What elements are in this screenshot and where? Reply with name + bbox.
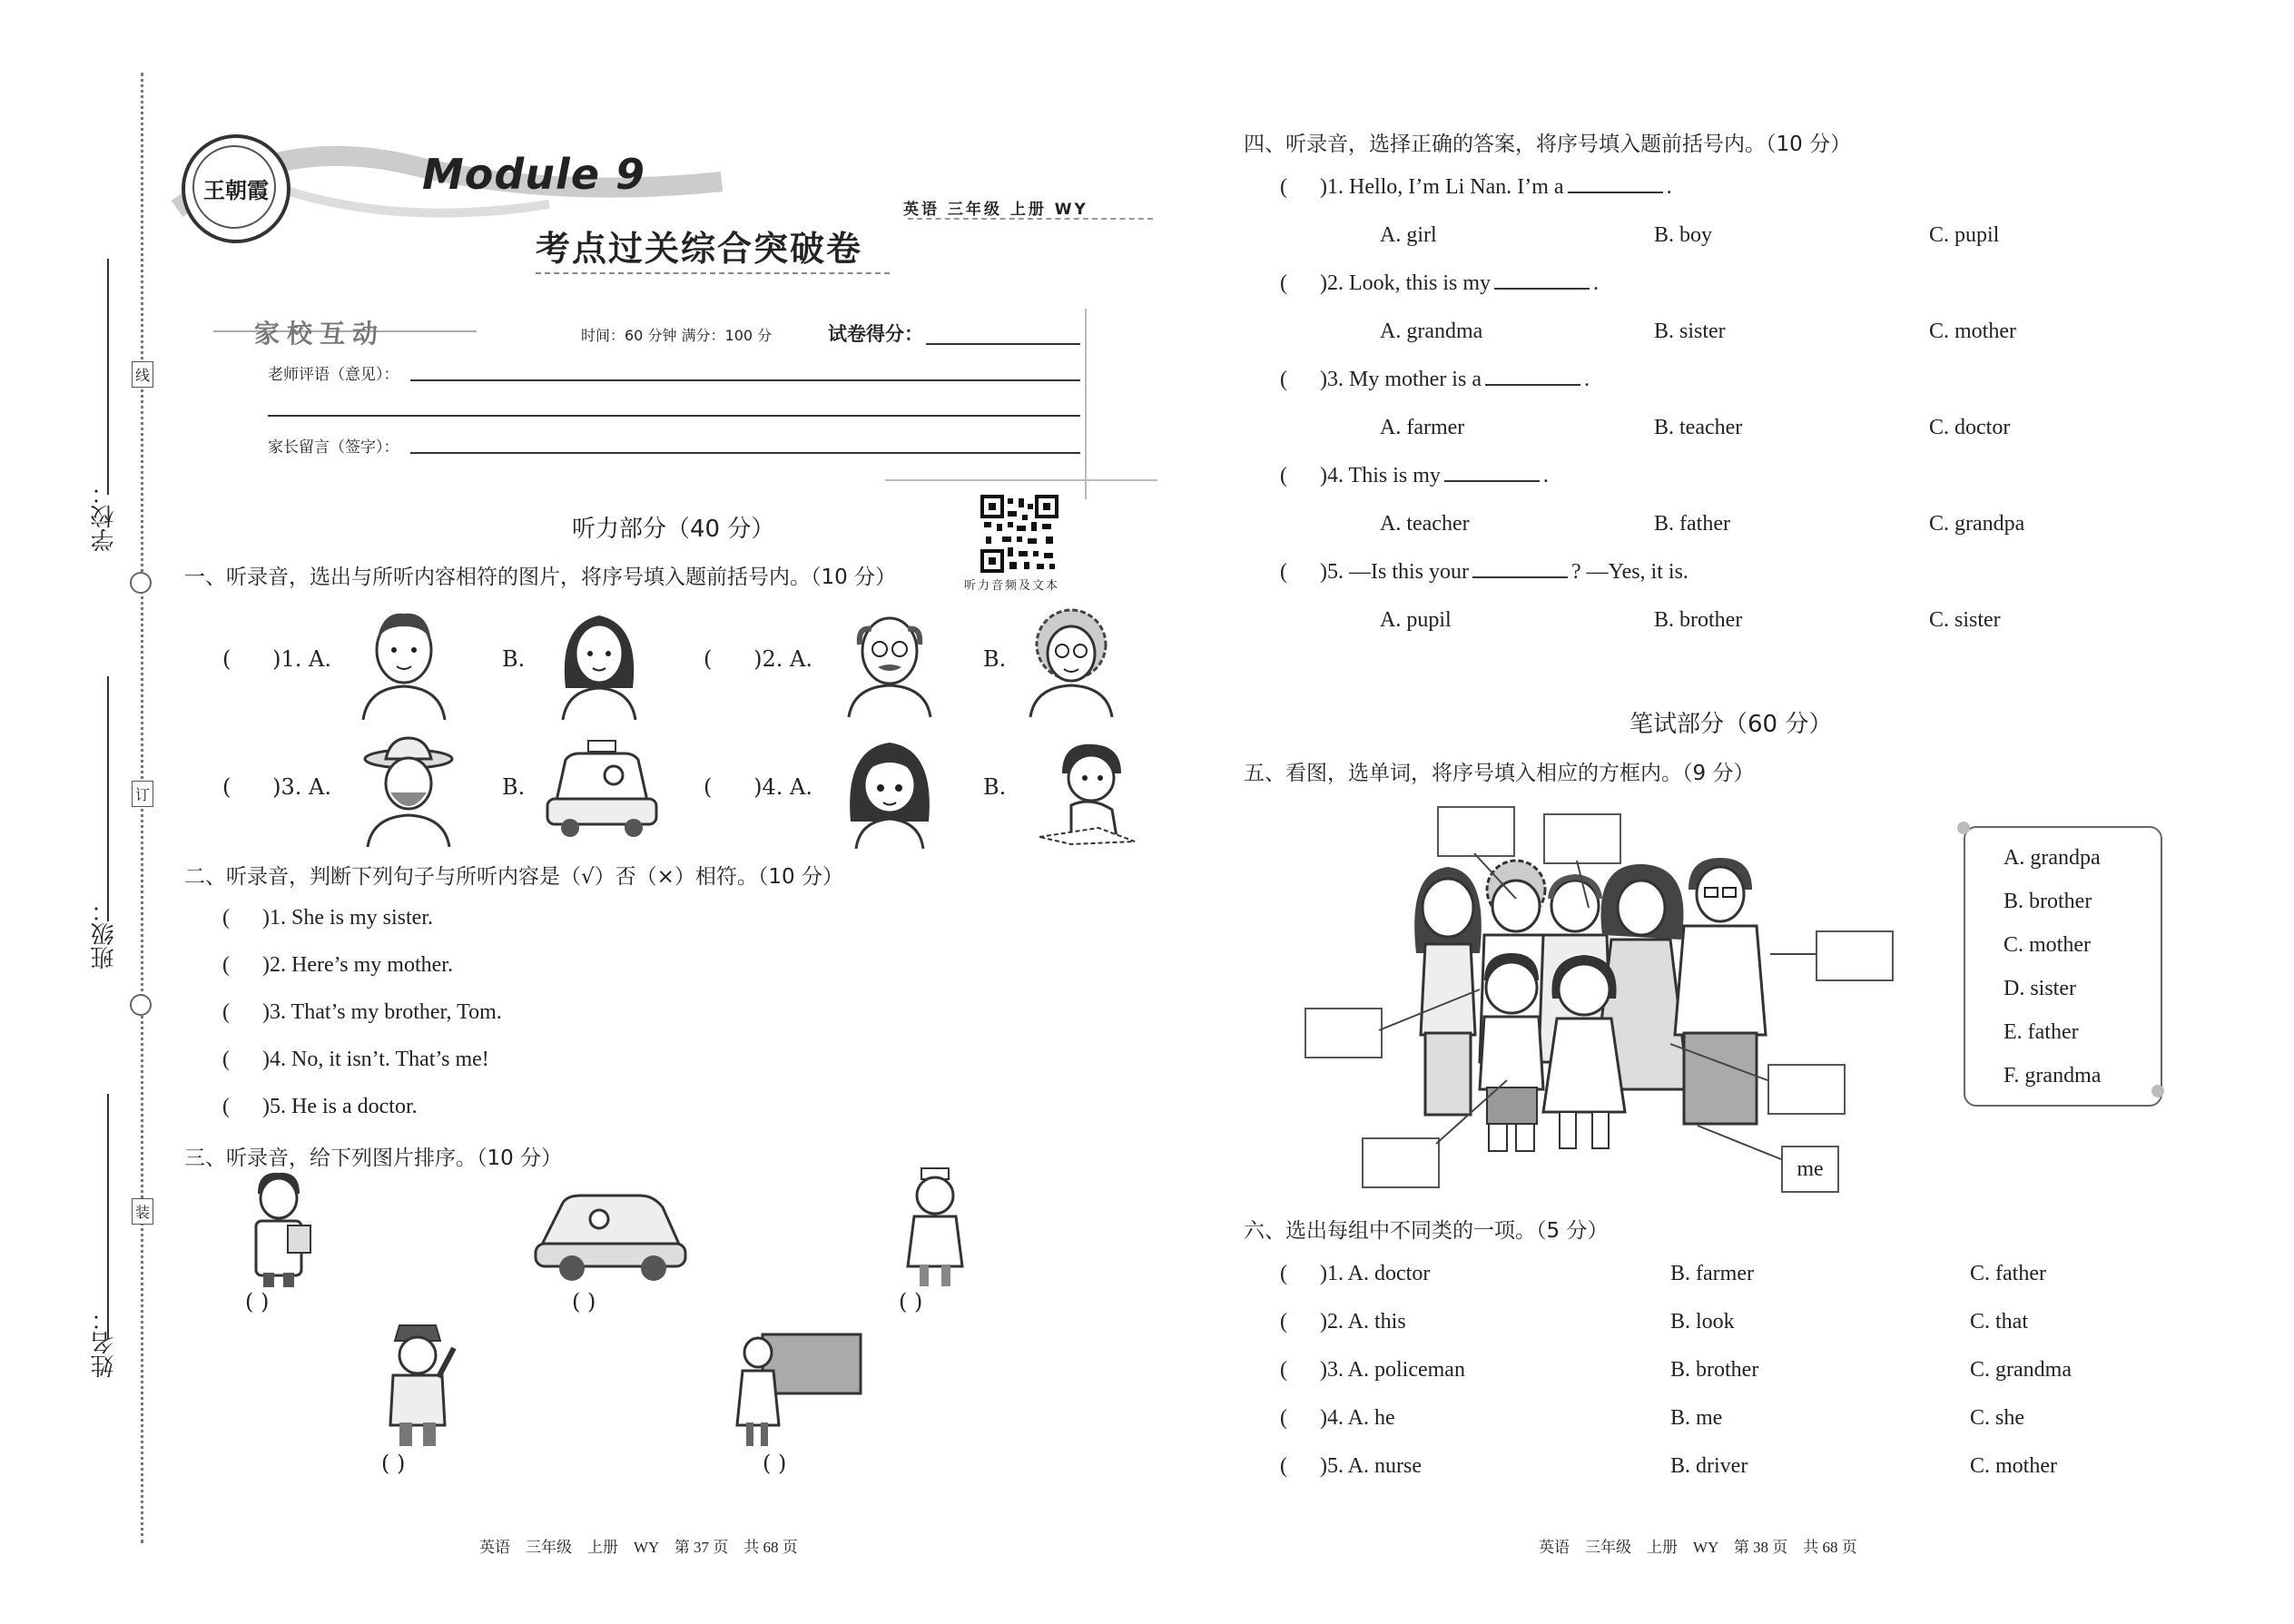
teacher-comment-field-2[interactable] [268, 415, 1080, 417]
s1-q4-label: 4. A. [762, 774, 812, 800]
s4-q4-c: C. grandpa [1929, 512, 2025, 536]
car-image[interactable] [531, 1185, 690, 1284]
s4-stem: 4. This is my [1326, 464, 1441, 487]
score-field[interactable] [926, 343, 1080, 345]
s2-item-text: 5. He is a doctor. [269, 1095, 418, 1118]
s2-title: 二、听录音，判断下列句子与所听内容是（√）否（×）相符。（10 分） [184, 865, 844, 889]
s4-stem-end: . [1593, 271, 1599, 295]
woman-portrait-image[interactable] [549, 606, 649, 720]
s4-q2-a: A. grandma [1380, 320, 1483, 343]
nurse-image[interactable] [894, 1166, 976, 1289]
options-box-corner-dot [1957, 822, 1970, 834]
s1-q3-label: 3. A. [281, 774, 331, 800]
class-label: 班级： [91, 899, 118, 969]
s3-title: 三、听录音，给下列图片排序。（10 分） [184, 1147, 563, 1170]
answer-paren[interactable]: ( ) [1280, 560, 1327, 584]
teacher-image[interactable] [735, 1330, 862, 1448]
s3-paren-1[interactable]: ( ) [245, 1289, 270, 1314]
footer-left: 英语 三年级 上册 WY 第 37 页 共 68 页 [479, 1539, 798, 1556]
s4-q4-a: A. teacher [1380, 512, 1470, 536]
listening-title: 听力部分（40 分） [572, 516, 775, 543]
score-label: 试卷得分： [828, 323, 923, 345]
word-option: F. grandma [2004, 1064, 2102, 1088]
s1-q2-label: 2. A. [762, 646, 812, 672]
s2-item-text: 3. That’s my brother, Tom. [269, 1000, 502, 1024]
meta-tag: 英语 三年级 上册 WY [903, 201, 1088, 219]
s3-paren-5[interactable]: ( ) [763, 1451, 787, 1476]
s4-q3-b: B. teacher [1654, 416, 1743, 439]
s4-q5 [1280, 560, 1689, 585]
s6-option-a: 2. A. this [1326, 1310, 1406, 1334]
boy-writing-image[interactable] [1035, 737, 1144, 846]
answer-paren[interactable]: ( ) [1280, 1406, 1327, 1430]
word-option: E. father [2004, 1020, 2079, 1044]
s6-option-a: 1. A. doctor [1326, 1262, 1431, 1285]
s6-row-1 [1280, 1262, 1430, 1286]
s2-item-text: 2. Here’s my mother. [269, 953, 453, 977]
s4-q5-a: A. pupil [1380, 608, 1452, 632]
binding-mark-bind: 装 [132, 1198, 153, 1225]
farmer-image[interactable] [359, 733, 458, 847]
s6-title: 六、选出每组中不同类的一项。（5 分） [1244, 1219, 1609, 1243]
fill-blank[interactable] [1444, 479, 1540, 482]
doctor-image[interactable] [238, 1171, 320, 1289]
girl-portrait-image[interactable] [840, 735, 940, 849]
binding-mark-line: 线 [132, 361, 153, 388]
s3-paren-4[interactable]: ( ) [381, 1451, 406, 1476]
s3-paren-2[interactable]: ( ) [572, 1289, 596, 1314]
s6-option-a: 4. A. he [1326, 1406, 1395, 1430]
brand-logo [182, 134, 290, 243]
fill-blank[interactable] [1485, 383, 1580, 386]
binding-mark-order: 订 [132, 781, 153, 807]
fill-blank[interactable] [1494, 287, 1590, 290]
answer-paren[interactable]: ( ) [1280, 1358, 1327, 1382]
s3-paren-3[interactable]: ( ) [899, 1289, 923, 1314]
parent-comment-field[interactable] [410, 452, 1080, 454]
home-school-bottom-line [885, 479, 1157, 481]
s5-title: 五、看图，选单词，将序号填入相应的方框内。（9 分） [1244, 762, 1755, 785]
parent-comment-label: 家长留言（签字）： [268, 438, 399, 457]
answer-paren[interactable]: ( ) [222, 646, 281, 672]
qr-code[interactable] [980, 495, 1058, 573]
s2-item-5 [222, 1095, 418, 1119]
s4-q2-c: C. mother [1929, 320, 2016, 343]
answer-paren[interactable]: ( ) [1280, 368, 1327, 391]
s1-q1 [222, 646, 331, 672]
answer-paren[interactable]: ( ) [1280, 271, 1327, 295]
word-options-box [1964, 826, 2162, 1107]
answer-paren[interactable]: ( ) [704, 774, 763, 800]
s6-row-2-c: C. that [1970, 1310, 2028, 1334]
s6-row-3 [1280, 1358, 1465, 1383]
s1-q1-label: 1. A. [281, 646, 331, 672]
s6-option-a: 3. A. policeman [1326, 1358, 1465, 1382]
subtitle-dashed-line [536, 272, 890, 274]
footer-right: 英语 三年级 上册 WY 第 38 页 共 68 页 [1539, 1539, 1857, 1556]
s4-q1-c: C. pupil [1929, 223, 2000, 247]
s4-stem-end: . [1666, 175, 1672, 199]
grandma-portrait-image[interactable] [1021, 604, 1121, 717]
word-option: B. brother [2004, 890, 2092, 913]
dotted-binding-line [141, 73, 143, 1543]
s4-q5-b: B. brother [1654, 608, 1743, 632]
s4-stem: 3. My mother is a [1326, 368, 1482, 391]
man-portrait-image[interactable] [354, 606, 454, 720]
answer-paren[interactable]: ( ) [1280, 1454, 1327, 1478]
answer-paren[interactable]: ( ) [1280, 1310, 1327, 1334]
answer-paren[interactable]: ( ) [222, 1095, 270, 1118]
s4-q5-c: C. sister [1929, 608, 2001, 632]
s1-q4-b: B. [983, 774, 1007, 800]
word-option: D. sister [2004, 977, 2076, 1000]
s6-option-a: 5. A. nurse [1326, 1454, 1422, 1478]
s1-q4 [704, 774, 812, 800]
answer-paren[interactable]: ( ) [704, 646, 763, 672]
taxi-driver-image[interactable] [543, 737, 661, 842]
answer-paren[interactable]: ( ) [222, 1000, 270, 1024]
s6-row-2 [1280, 1310, 1406, 1334]
connector-lines [1298, 799, 1861, 1198]
s4-q3-a: A. farmer [1380, 416, 1465, 439]
s4-q1-a: A. girl [1380, 223, 1437, 247]
word-option: C. mother [2004, 933, 2091, 957]
s4-q2 [1280, 271, 1599, 296]
answer-paren[interactable]: ( ) [1280, 464, 1327, 487]
qr-code-icon [980, 495, 1058, 573]
s4-q4 [1280, 464, 1549, 488]
paper-subtitle: 考点过关综合突破卷 [536, 231, 863, 269]
binding-hole-2 [130, 994, 152, 1016]
s1-title: 一、听录音，选出与所听内容相符的图片，将序号填入题前括号内。（10 分） [184, 566, 897, 589]
s4-q1 [1280, 175, 1672, 200]
s1-q1-b: B. [502, 646, 526, 672]
options-box-corner-dot [2151, 1085, 2164, 1097]
s6-row-5-c: C. mother [1970, 1454, 2057, 1478]
s6-row-3-b: B. brother [1670, 1358, 1759, 1382]
qr-caption: 听力音频及文本 [964, 579, 1060, 593]
home-school-right-lines [1085, 309, 1087, 499]
s4-stem-end: ? —Yes, it is. [1570, 560, 1689, 584]
s6-row-1-c: C. father [1970, 1262, 2046, 1285]
answer-paren[interactable]: ( ) [222, 953, 270, 977]
s2-item-text: 4. No, it isn’t. That’s me! [269, 1048, 489, 1071]
module-title: Module 9 [422, 150, 646, 199]
class-underline [107, 676, 109, 921]
me-label-text: me [1797, 1157, 1824, 1181]
s6-row-5 [1280, 1454, 1422, 1479]
s6-row-1-b: B. farmer [1670, 1262, 1754, 1285]
answer-paren[interactable]: ( ) [1280, 175, 1327, 199]
s1-q2-b: B. [983, 646, 1007, 672]
meta-tag-arrows [908, 218, 1153, 220]
school-underline [107, 259, 109, 495]
s6-row-2-b: B. look [1670, 1310, 1735, 1334]
teacher-comment-field[interactable] [410, 379, 1080, 381]
binding-hole-1 [130, 572, 152, 594]
teacher-comment-label: 老师评语（意见）： [268, 366, 399, 384]
name-underline [107, 1094, 109, 1339]
s4-stem-end: . [1542, 464, 1549, 487]
s4-q3 [1280, 368, 1590, 392]
policeman-image[interactable] [377, 1321, 458, 1448]
s2-item-2 [222, 953, 453, 978]
school-label: 学校： [91, 481, 118, 552]
s4-stem: 5. —Is this your [1326, 560, 1469, 584]
s4-title: 四、听录音，选择正确的答案，将序号填入题前括号内。（10 分） [1244, 133, 1852, 156]
s4-q2-b: B. sister [1654, 320, 1726, 343]
s1-q3 [222, 774, 331, 800]
fill-blank[interactable] [1472, 576, 1568, 578]
s2-item-4 [222, 1048, 489, 1072]
s2-item-1 [222, 906, 433, 930]
s4-stem: 1. Hello, I’m Li Nan. I’m a [1326, 175, 1564, 199]
s6-row-4-c: C. she [1970, 1406, 2024, 1430]
writing-title: 笔试部分（60 分） [1629, 711, 1833, 738]
answer-paren[interactable]: ( ) [1280, 1262, 1327, 1285]
home-school-title: 家校互动 [254, 319, 386, 349]
s4-q4-b: B. father [1654, 512, 1730, 536]
binding-margin [0, 0, 154, 1624]
s4-stem-end: . [1583, 368, 1590, 391]
logo-text: 王朝霞 [203, 180, 269, 203]
answer-paren[interactable]: ( ) [222, 1048, 270, 1071]
s4-stem: 2. Look, this is my [1326, 271, 1491, 295]
answer-paren[interactable]: ( ) [222, 774, 281, 800]
s6-row-4-b: B. me [1670, 1406, 1723, 1430]
time-info: 时间：60 分钟 满分：100 分 [581, 327, 773, 344]
name-label: 姓名： [91, 1307, 118, 1378]
s1-q2 [704, 646, 812, 672]
answer-paren[interactable]: ( ) [222, 906, 270, 930]
s2-item-text: 1. She is my sister. [269, 906, 433, 930]
s6-row-4 [1280, 1406, 1395, 1431]
s4-q3-c: C. doctor [1929, 416, 2011, 439]
s6-row-3-c: C. grandma [1970, 1358, 2072, 1382]
grandpa-portrait-image[interactable] [840, 604, 940, 717]
s2-item-3 [222, 1000, 502, 1025]
s4-q1-b: B. boy [1654, 223, 1713, 247]
s1-q3-b: B. [502, 774, 526, 800]
fill-blank[interactable] [1568, 191, 1663, 193]
word-option: A. grandpa [2004, 846, 2101, 870]
s6-row-5-b: B. driver [1670, 1454, 1748, 1478]
